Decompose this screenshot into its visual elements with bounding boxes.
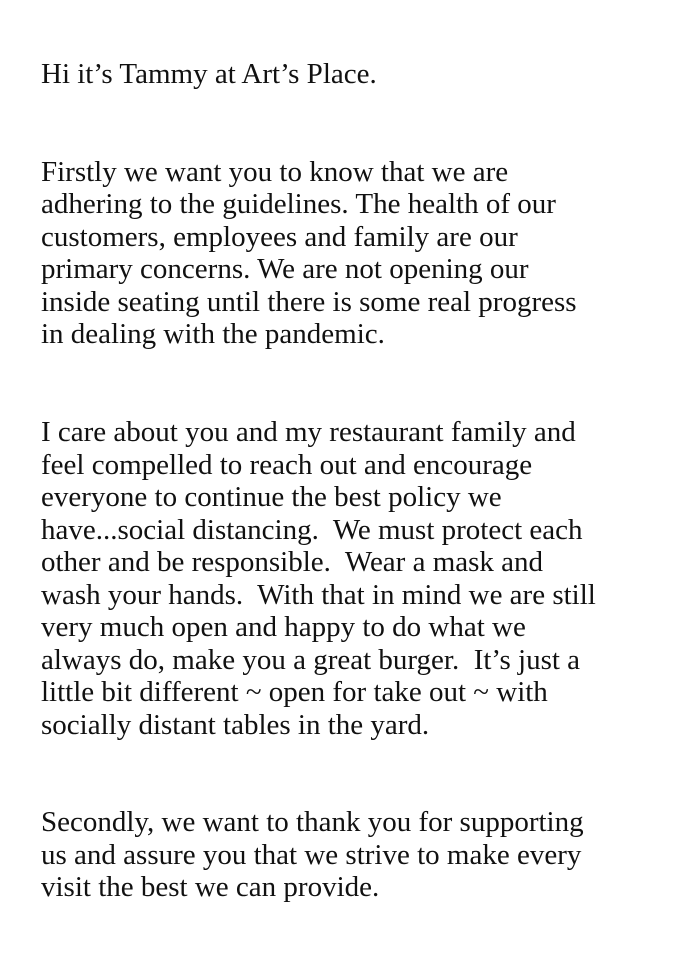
paragraph-1-line: primary concerns. We are not opening our — [41, 253, 529, 285]
paragraph-2-line: I care about you and my restaurant family and — [41, 416, 576, 448]
paragraph-2-line: feel compelled to reach out and encourage — [41, 449, 533, 481]
paragraph-2-line: wash your hands. With that in mind we are still — [41, 579, 596, 611]
paragraph-2-line: very much open and happy to do what we — [41, 611, 526, 643]
paragraph-1-line: Firstly we want you to know that we are — [41, 156, 509, 188]
paragraph-2-line: little bit different ~ open for take out ~ with — [41, 676, 548, 708]
paragraph-1-line: customers, employees and family are our — [41, 221, 518, 253]
paragraph-2-line: other and be responsible. Wear a mask and — [41, 546, 544, 578]
paragraph-2-line: have...social distancing. We must protect each — [41, 514, 583, 546]
paragraph-3-line: us and assure you that we strive to make every — [41, 839, 582, 871]
greeting-line: Hi it’s Tammy at Art’s Place. — [41, 58, 377, 90]
paragraph-2-line: socially distant tables in the yard. — [41, 709, 430, 741]
paragraph-3-line: Secondly, we want to thank you for supporting — [41, 806, 584, 838]
paragraph-2-line: always do, make you a great burger. It’s just a — [41, 644, 581, 676]
paragraph-3-line: visit the best we can provide. — [41, 871, 380, 903]
paragraph-1-line: adhering to the guidelines. The health of our — [41, 188, 556, 220]
paragraph-2-line: everyone to continue the best policy we — [41, 481, 502, 513]
paragraph-1-line: inside seating until there is some real progress — [41, 286, 577, 318]
paragraph-1-line: in dealing with the pandemic. — [41, 318, 385, 350]
